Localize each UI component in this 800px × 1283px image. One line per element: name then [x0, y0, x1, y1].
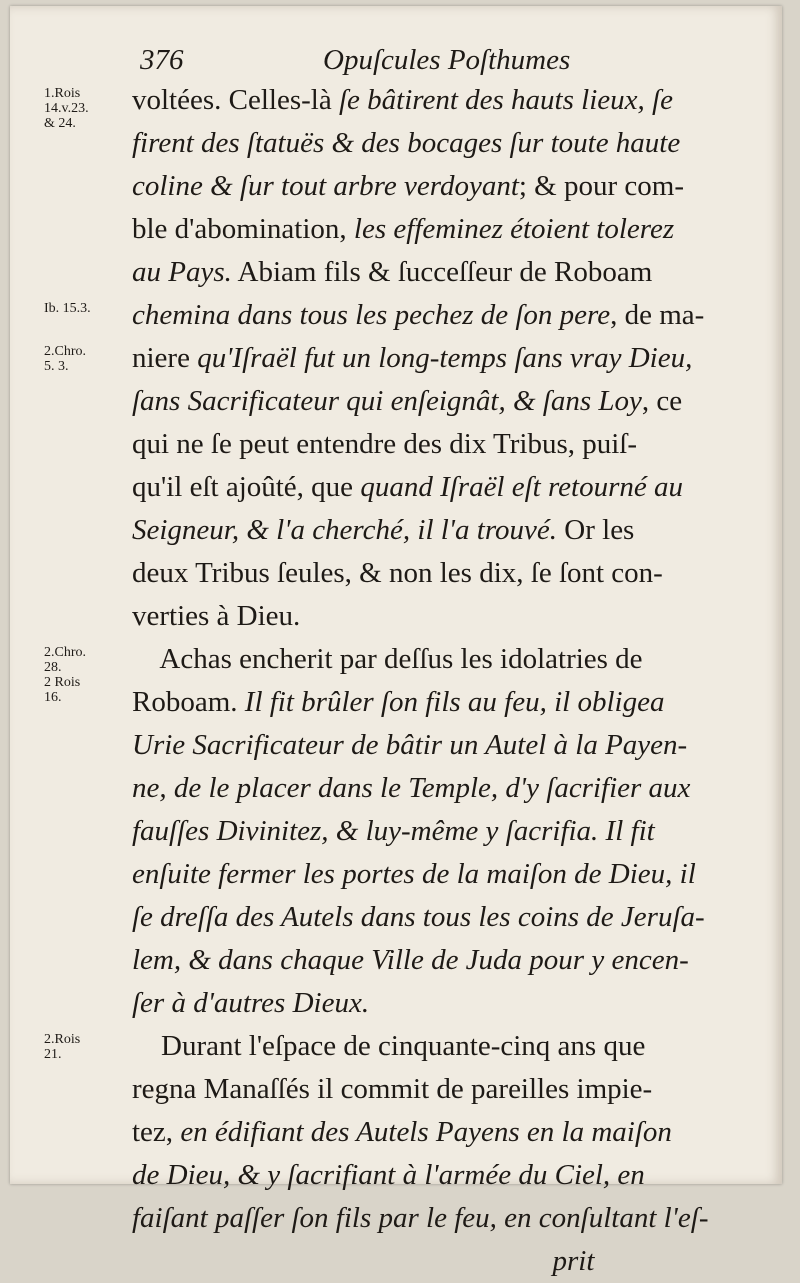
text-line	[132, 810, 754, 853]
text-line	[132, 208, 754, 251]
roman-text: Achas encherit par deſſus les idolatries de	[132, 643, 643, 675]
roman-text: Or les	[557, 514, 635, 546]
italic-text: en édifiant des Autels Payens en la maiſon	[180, 1116, 672, 1148]
italic-text: au Pays.	[132, 256, 232, 288]
italic-text: ne, de le placer dans le Temple, d'y ſacrifier aux	[132, 772, 691, 804]
roman-text: voltées. Celles-là	[132, 84, 339, 116]
italic-text: chemina dans tous les pechez de ſon pere	[132, 299, 611, 331]
text-line	[132, 294, 754, 337]
italic-text: lem, & dans chaque Ville de Juda pour y encen-	[132, 944, 689, 976]
margin-note: 1.Rois 14.v.23. & 24.	[44, 86, 89, 131]
italic-text: quand Iſraël eſt retourné au	[360, 471, 684, 503]
text-line	[132, 638, 754, 681]
text-line	[132, 595, 754, 638]
margin-note: 2.Chro. 5. 3.	[44, 344, 86, 374]
text-line	[132, 380, 754, 423]
book-page	[10, 6, 782, 1277]
roman-text: Abiam fils & ſucceſſeur de Roboam	[231, 256, 653, 288]
page-header	[140, 44, 740, 84]
roman-text: , ce	[641, 385, 683, 417]
text-line	[132, 1068, 754, 1111]
text-line	[132, 1240, 754, 1283]
text-line	[132, 466, 754, 509]
roman-text: regna Manaſſés il commit de pareilles impie-	[132, 1073, 653, 1105]
margin-note: 2.Chro. 28. 2 Rois 16.	[44, 645, 86, 705]
text-line	[132, 724, 754, 767]
italic-text: ſans Sacrificateur qui enſeignât, & ſans Loy	[132, 385, 642, 417]
roman-text: qui ne ſe peut entendre des dix Tribus, puiſ-	[132, 428, 638, 460]
text-line	[132, 165, 754, 208]
roman-text: ; & pour com-	[518, 170, 684, 202]
text-line	[132, 853, 754, 896]
italic-text: Seigneur, & l'a cherché, il l'a trouvé.	[132, 514, 558, 546]
italic-text: Il fit brûler ſon fils au feu, il obligea	[244, 686, 665, 718]
roman-text: niere	[132, 342, 198, 374]
italic-text: coline & ſur tout arbre verdoyant	[132, 170, 519, 202]
text-line	[132, 896, 754, 939]
italic-text: ſe bâtirent des hauts lieux, ſe	[338, 84, 673, 116]
margin-note: 2.Rois 21.	[44, 1032, 81, 1062]
text-line	[132, 509, 754, 552]
italic-text: ſer à d'autres Dieux.	[132, 987, 370, 1019]
roman-text: deux Tribus ſeules, & non les dix, ſe ſont con-	[132, 557, 663, 589]
italic-text: les effeminez étoient tolerez	[353, 213, 675, 245]
roman-text: Roboam.	[132, 686, 245, 718]
text-line	[132, 79, 754, 122]
roman-text: verties à Dieu.	[132, 600, 301, 632]
running-title: Opuſcules Poſthumes	[323, 44, 571, 76]
text-line	[132, 552, 754, 595]
italic-text: de Dieu, & y ſacrifiant à l'armée du Ciel, en	[132, 1159, 645, 1191]
italic-text: ſe dreſſa des Autels dans tous les coins de Jeruſa-	[132, 901, 705, 933]
italic-text: enſuite fermer les portes de la maiſon de Dieu, il	[132, 858, 696, 890]
page-number: 376	[140, 44, 184, 76]
text-line	[132, 122, 754, 165]
roman-text: qu'il eſt ajoûté, que	[132, 471, 361, 503]
text-line	[132, 251, 754, 294]
roman-text: tez,	[132, 1116, 181, 1148]
roman-text: , de ma-	[610, 299, 705, 331]
text-line	[132, 423, 754, 466]
text-line	[132, 337, 754, 380]
margin-note: Ib. 15.3.	[44, 301, 91, 316]
italic-text: firent des ſtatuës & des bocages ſur toute haute	[132, 127, 681, 159]
italic-text: fauſſes Divinitez, & luy-même y ſacrifia. Il fit	[132, 815, 655, 847]
text-line	[132, 1154, 754, 1197]
italic-text: Urie Sacrificateur de bâtir un Autel à la Payen-	[132, 729, 688, 761]
roman-text: Durant l'eſpace de cinquante-cinq ans que	[132, 1030, 646, 1062]
text-line	[132, 1111, 754, 1154]
text-line	[132, 982, 754, 1025]
text-line	[132, 1025, 754, 1068]
text-line	[132, 767, 754, 810]
text-line	[132, 939, 754, 982]
italic-text: prit	[132, 1245, 595, 1277]
roman-text: ble d'abomination,	[132, 213, 354, 245]
text-line	[132, 681, 754, 724]
italic-text: qu'Iſraël fut un long-temps ſans vray Dieu,	[197, 342, 693, 374]
text-line	[132, 1197, 754, 1240]
body-text	[132, 79, 754, 1283]
italic-text: faiſant paſſer ſon fils par le feu, en conſultant l'eſ-	[132, 1202, 709, 1234]
